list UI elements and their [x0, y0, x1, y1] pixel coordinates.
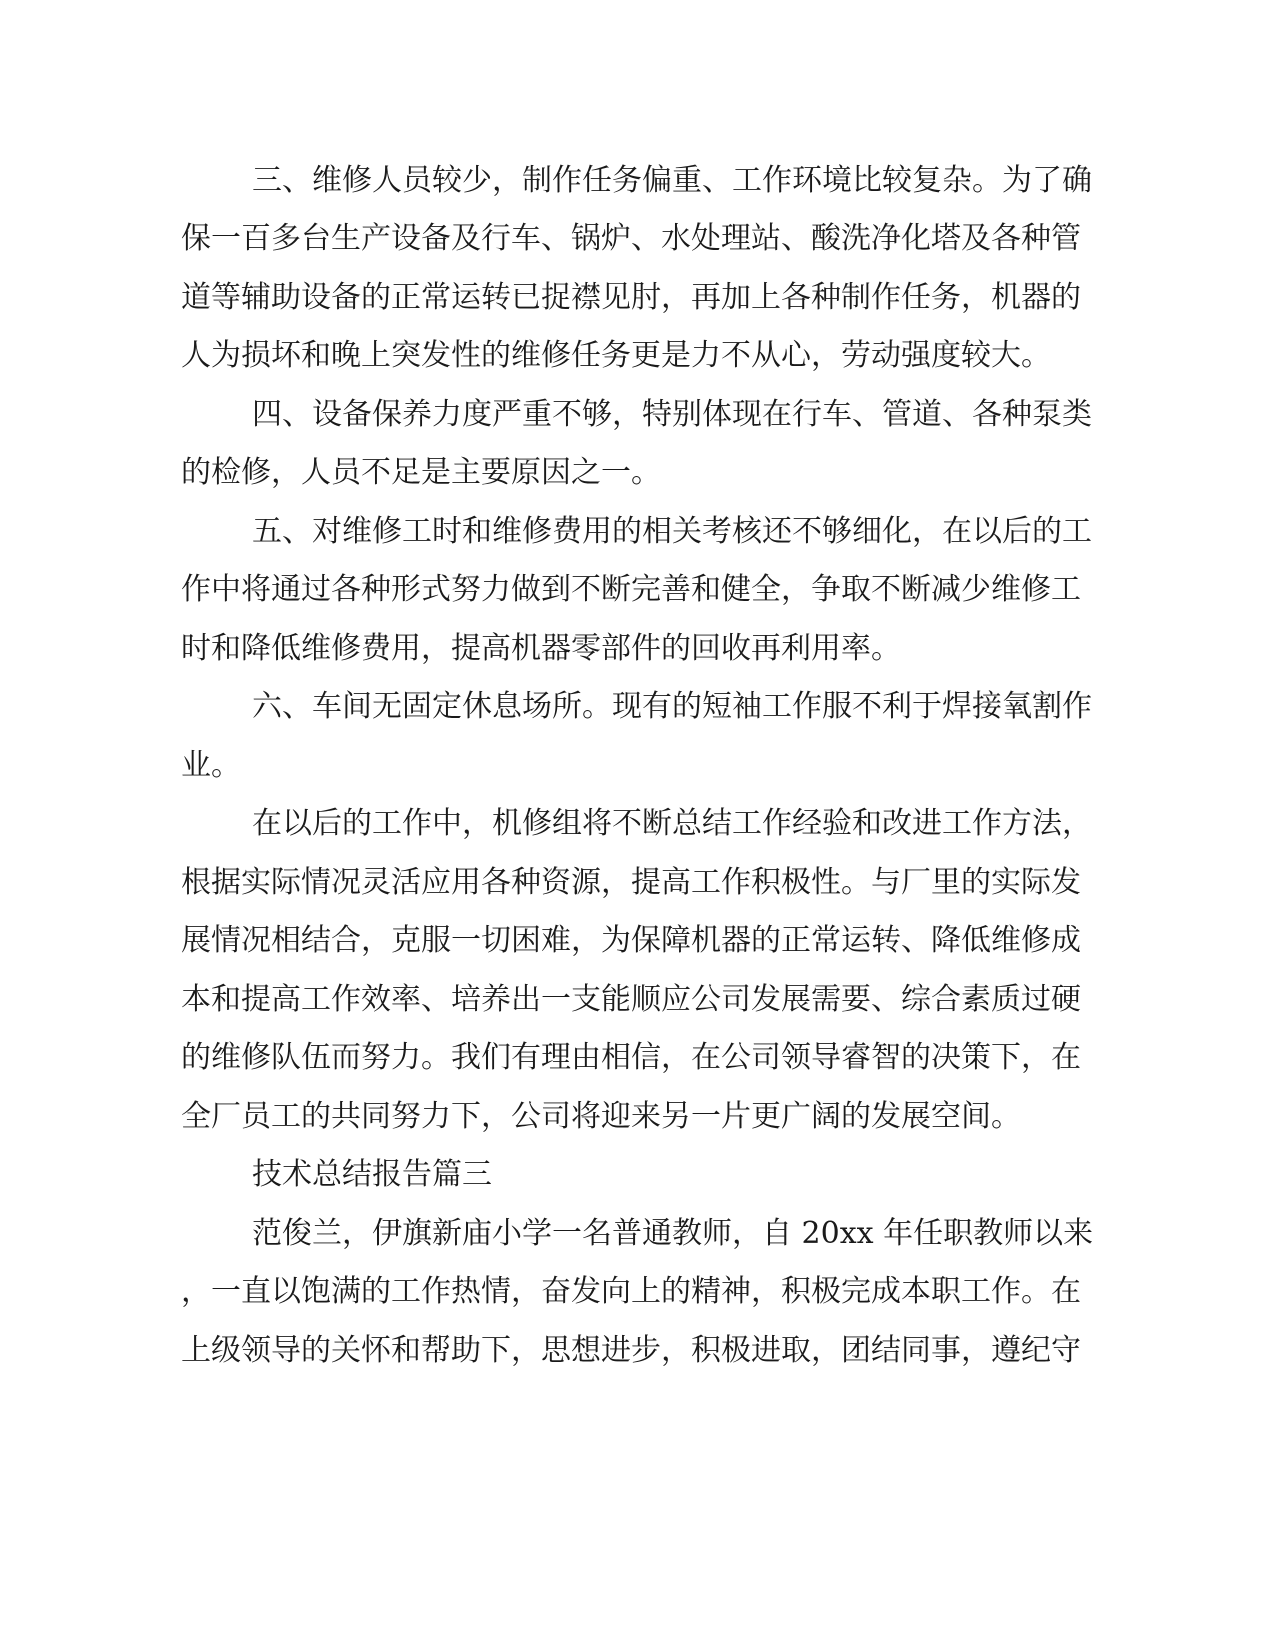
text-line: 上级领导的关怀和帮助下，思想进步，积极进取，团结同事，遵纪守	[181, 1333, 1081, 1368]
text-line: 根据实际情况灵活应用各种资源，提高工作积极性。与厂里的实际发	[181, 865, 1081, 900]
text-line: 保一百多台生产设备及行车、锅炉、水处理站、酸洗净化塔及各种管	[181, 221, 1081, 256]
text-line: 业。	[181, 748, 241, 783]
text-line: 本和提高工作效率、培养出一支能顺应公司发展需要、综合素质过硬	[181, 982, 1081, 1017]
section-heading: 技术总结报告篇三	[252, 1157, 492, 1192]
text-line: 三、维修人员较少，制作任务偏重、工作环境比较复杂。为了确	[252, 163, 1092, 198]
text-line: 五、对维修工时和维修费用的相关考核还不够细化，在以后的工	[252, 514, 1092, 549]
text-line: 时和降低维修费用，提高机器零部件的回收再利用率。	[181, 631, 901, 666]
text-line: 的维修队伍而努力。我们有理由相信，在公司领导睿智的决策下，在	[181, 1040, 1081, 1075]
text-line: 六、车间无固定休息场所。现有的短袖工作服不利于焊接氧割作	[252, 689, 1092, 724]
text-line: 四、设备保养力度严重不够，特别体现在行车、管道、各种泵类	[252, 397, 1092, 432]
text-line: 道等辅助设备的正常运转已捉襟见肘，再加上各种制作任务，机器的	[181, 280, 1081, 315]
text-line: 作中将通过各种形式努力做到不断完善和健全，争取不断减少维修工	[181, 572, 1081, 607]
text-line: 在以后的工作中，机修组将不断总结工作经验和改进工作方法，	[252, 806, 1092, 841]
text-line: 范俊兰，伊旗新庙小学一名普通教师，自 20xx 年任职教师以来	[252, 1216, 1094, 1251]
text-line: 的检修，人员不足是主要原因之一。	[181, 455, 661, 490]
text-line: 人为损坏和晚上突发性的维修任务更是力不从心，劳动强度较大。	[181, 338, 1051, 373]
text-line: ，一直以饱满的工作热情，奋发向上的精神，积极完成本职工作。在	[181, 1274, 1081, 1309]
text-line: 全厂员工的共同努力下，公司将迎来另一片更广阔的发展空间。	[181, 1099, 1021, 1134]
text-line: 展情况相结合，克服一切困难，为保障机器的正常运转、降低维修成	[181, 923, 1081, 958]
